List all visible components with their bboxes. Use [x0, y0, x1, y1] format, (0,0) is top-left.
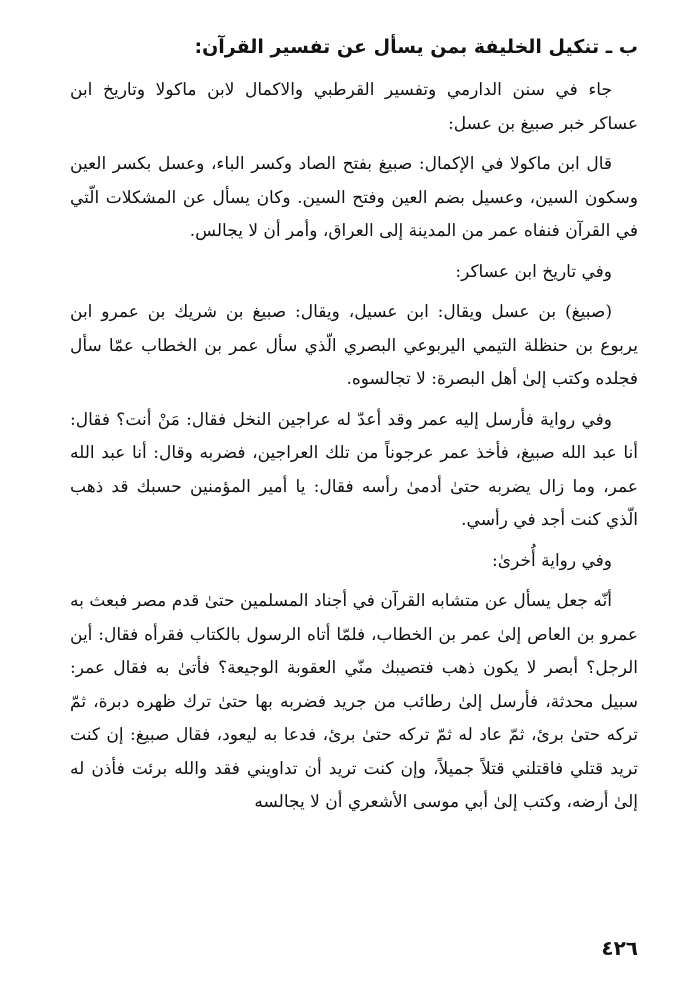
paragraph-first-narration: وفي رواية فأرسل إليه عمر وقد أعدّ له عراجين النخل فقال: مَنْ أنت؟ فقال: أنا عبد الله صبيغ، فأخذ عمر عرجوناً من تلك العراجين، فضربه وقال: أنا عبد الله عمر، وما زال يضربه حتىٰ أدمىٰ رأسه فقال: يا أمير المؤمنين حسبك قد ذهب الّذي كنت أجد في رأسي. [70, 409, 638, 530]
paragraph-ibn-asakir-label: وفي تاريخ ابن عساكر: [455, 261, 612, 282]
paragraph-other-narration-label: وفي رواية أُخرىٰ: [492, 550, 612, 571]
page-number: ٤٢٦ [601, 936, 638, 960]
section-heading: ب ـ تنكيل الخليفة بمن يسأل عن تفسير القرآن: [194, 36, 638, 58]
paragraph-intro: جاء في سنن الدارمي وتفسير القرطبي والاكمال لابن ماكولا وتاريخ ابن عساكر خبر صبيغ بن عسل: [70, 80, 638, 134]
book-page [70, 30, 638, 970]
paragraph-ikmal-quote: قال ابن ماكولا في الإكمال: صبيغ بفتح الصاد وكسر الباء، وعسل بكسر العين وسكون السين، وعسيل بضم العين وفتح السين. وكان يسأل عن المشكلات الّتي في القرآن فنفاه عمر من المدينة إلى العراق، وأمر أن لا يجالس. [70, 154, 638, 241]
paragraph-ibn-asakir-text: (صبيغ) بن عسل ويقال: ابن عسيل، ويقال: صبيغ بن شريك بن عمرو ابن يربوع بن حنظلة التيمي اليربوعي البصري الّذي سأل عمر بن الخطاب عمّا سأل فجلده وكتب إلىٰ أهل البصرة: لا تجالسوه. [70, 302, 638, 389]
paragraph-other-narration-text: أنّه جعل يسأل عن متشابه القرآن في أجناد المسلمين حتىٰ قدم مصر فبعث به عمرو بن العاص إلىٰ عمر بن الخطاب، فلمّا أتاه الرسول بالكتاب فقرأه فقال: أين الرجل؟ أبصر لا يكون ذهب فتصيبك منّي العقوبة الوجيعة؟ فأتىٰ به فقال عمر: سبيل محدثة، فأرسل إلىٰ رطائب من جريد فضربه بها حتىٰ ترك ظهره دبرة، ثمّ تركه حتىٰ برئ، ثمّ عاد له ثمّ تركه حتىٰ برئ، فدعا به ليعود، فقال صبيغ: إن كنت تريد قتلي فاقتلني قتلاً جميلاً، وإن كنت تريد أن تداويني فقد والله برئت فأذن له إلىٰ أرضه، وكتب إلىٰ أبي موسى الأشعري أن لا يجالسه [70, 591, 638, 812]
